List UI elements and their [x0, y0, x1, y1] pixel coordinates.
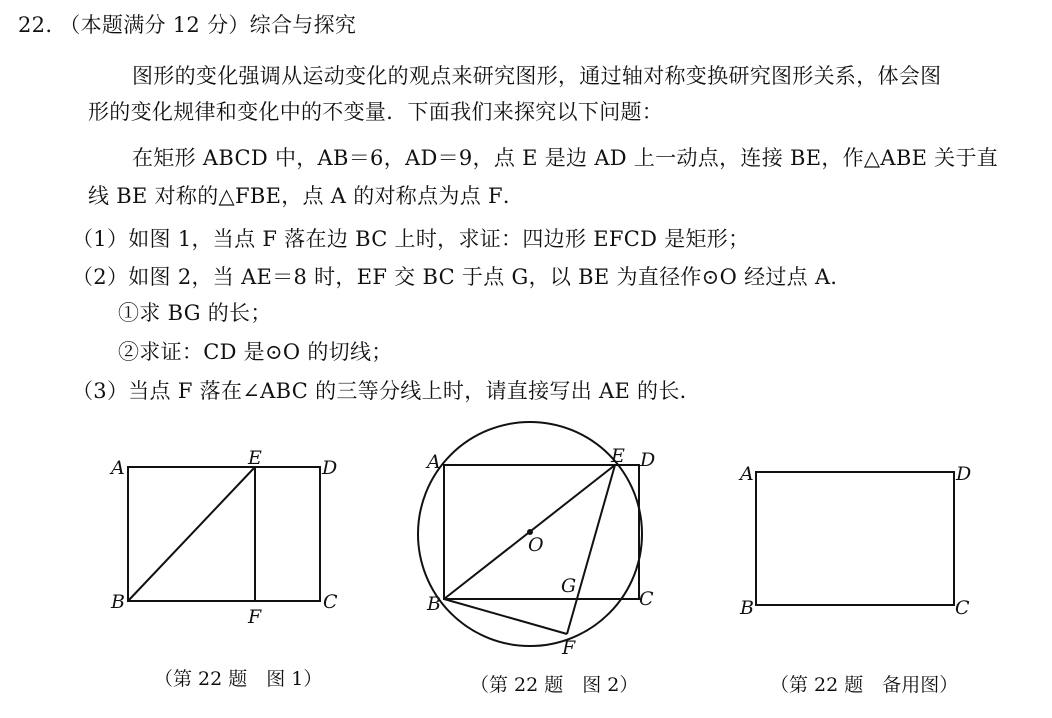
problem-number: 22. [18, 13, 53, 37]
fig2-segment-bf [444, 599, 567, 634]
fig2-label-f: F [562, 637, 576, 659]
question-1: （1）如图 1，当点 F 落在边 BC 上时，求证：四边形 EFCD 是矩形； [72, 227, 750, 251]
question-2: （2）如图 2，当 AE＝8 时，EF 交 BC 于点 G，以 BE 为直径作⊙O 经过点 A． [72, 265, 852, 289]
figure-2-diagram [418, 410, 678, 666]
fig2-label-a: A [427, 451, 441, 473]
figure-backup-diagram [734, 448, 994, 628]
problem-header [18, 10, 356, 40]
fig3-label-c: C [955, 597, 970, 619]
fig1-label-b: B [111, 591, 125, 613]
fig1-label-c: C [323, 591, 338, 613]
fig3-label-a: A [740, 463, 754, 485]
intro-line-1: 图形的变化强调从运动变化的观点来研究图形，通过轴对称变换研究图形关系，体会图 [132, 64, 942, 88]
figure-2-caption: （第 22 题 图 2） [470, 674, 639, 696]
setup-line-2: 线 BE 对称的△FBE，点 A 的对称点为点 F． [88, 184, 525, 208]
fig3-label-d: D [956, 463, 972, 485]
fig1-label-f: F [248, 606, 262, 628]
fig1-label-d: D [322, 457, 338, 479]
fig2-label-c: C [639, 588, 654, 610]
fig2-label-b: B [427, 593, 441, 615]
fig1-label-e: E [248, 447, 262, 469]
fig2-label-o: O [528, 534, 544, 556]
fig1-label-a: A [111, 457, 125, 479]
figure-1-caption: （第 22 题 图 1） [154, 668, 323, 690]
fig2-segment-ef [567, 465, 615, 634]
figure-1-diagram [104, 440, 354, 630]
fig2-label-d: D [640, 449, 656, 471]
question-2-sub-1: ①求 BG 的长； [118, 301, 272, 325]
fig2-label-e: E [611, 445, 625, 467]
fig3-label-b: B [740, 597, 754, 619]
fig2-label-g: G [561, 575, 577, 597]
fig3-rectangle-abcd [756, 472, 954, 605]
question-2-sub-2: ②求证：CD 是⊙O 的切线； [118, 340, 393, 364]
figure-backup-caption: （第 22 题 备用图） [770, 674, 959, 696]
fig1-segment-be [128, 467, 255, 601]
problem-score: （本题满分 12 分）综合与探究 [59, 13, 357, 37]
intro-line-2: 形的变化规律和变化中的不变量．下面我们来探究以下问题： [88, 100, 664, 124]
fig1-rectangle-abcd [128, 467, 320, 601]
question-3: （3）当点 F 落在∠ABC 的三等分线上时，请直接写出 AE 的长． [72, 379, 701, 403]
setup-line-1: 在矩形 ABCD 中，AB＝6，AD＝9，点 E 是边 AD 上一动点，连接 BE，作△ABE 关于直 [132, 146, 999, 170]
